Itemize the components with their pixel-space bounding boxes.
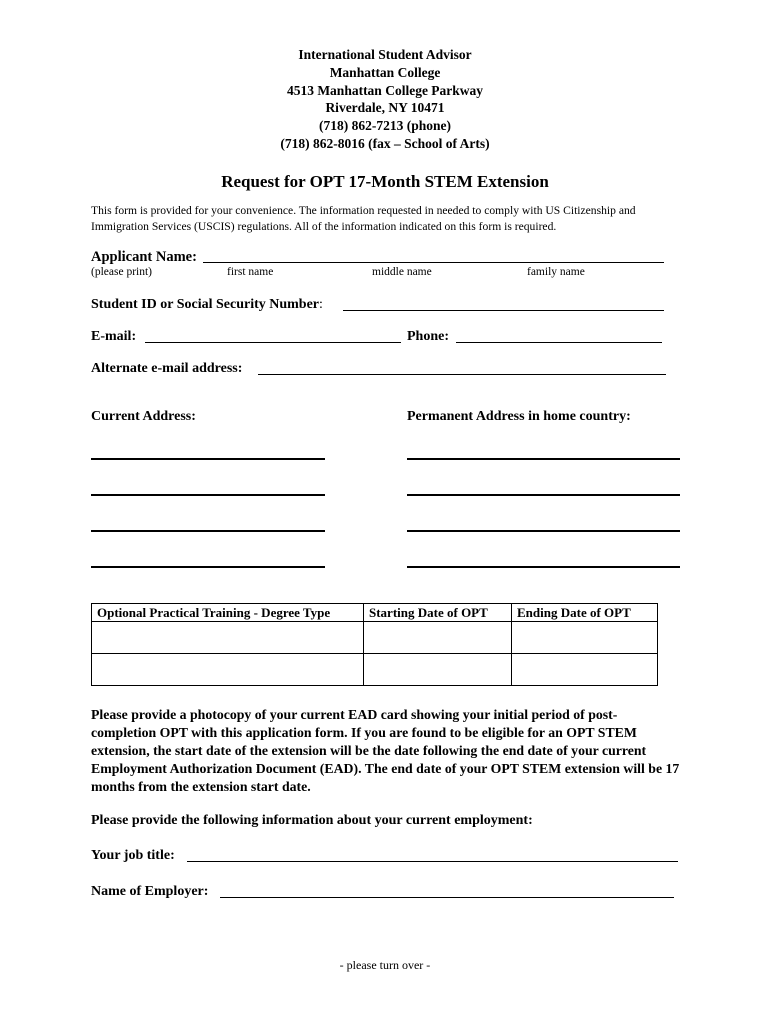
student-id-field[interactable] (343, 296, 664, 311)
degree-type-cell[interactable] (92, 654, 364, 686)
header-street: 4513 Manhattan College Parkway (286, 82, 484, 98)
office-header (0, 46, 770, 153)
opt-table (91, 603, 658, 686)
first-name-hint: first name (227, 266, 274, 278)
current-address-line-4[interactable] (91, 566, 325, 568)
job-title-label: Your job title: (91, 848, 175, 863)
table-row (92, 654, 658, 686)
permanent-address-line-1[interactable] (407, 458, 680, 460)
degree-type-cell[interactable] (92, 622, 364, 654)
table-row (92, 622, 658, 654)
current-address-line-3[interactable] (91, 530, 325, 532)
start-date-cell[interactable] (364, 654, 512, 686)
applicant-name-label: Applicant Name: (91, 249, 197, 265)
permanent-address-line-2[interactable] (407, 494, 680, 496)
alt-email-field[interactable] (258, 360, 666, 375)
permanent-address-line-4[interactable] (407, 566, 680, 568)
current-address-line-2[interactable] (91, 494, 325, 496)
employer-field[interactable] (220, 883, 674, 898)
applicant-name-field[interactable] (203, 248, 664, 263)
student-id-colon: : (319, 297, 323, 312)
ead-notice: Please provide a photocopy of your current EAD card showing your initial period of post-completion OPT with this application form. If you are found to be eligible for an OPT STEM extension, the start date of the extension will be the date following the end date of your current Employment Authorization Document (EAD). The end date of your OPT STEM extension will be 17 months from the extension start date. (91, 707, 680, 794)
end-date-header: Ending Date of OPT (512, 604, 658, 622)
alt-email-label: Alternate e-mail address: (91, 361, 243, 376)
permanent-address-label: Permanent Address in home country: (407, 409, 631, 424)
start-date-header: Starting Date of OPT (364, 604, 512, 622)
permanent-address-line-3[interactable] (407, 530, 680, 532)
employment-prompt: Please provide the following information about your current employment: (91, 813, 533, 828)
header-college: Manhattan College (329, 64, 441, 80)
email-field[interactable] (145, 328, 401, 343)
opt-table-header-row (92, 604, 658, 622)
current-address-line-1[interactable] (91, 458, 325, 460)
phone-field[interactable] (456, 328, 662, 343)
end-date-cell[interactable] (512, 654, 658, 686)
page-footer: - please turn over - (339, 958, 431, 972)
please-print-hint: (please print) (91, 266, 152, 278)
header-office: International Student Advisor (298, 47, 472, 62)
degree-type-header: Optional Practical Training - Degree Type (92, 604, 364, 622)
header-phone: (718) 862-7213 (phone) (319, 118, 451, 134)
header-city: Riverdale, NY 10471 (325, 100, 445, 116)
middle-name-hint: middle name (372, 266, 432, 278)
employer-label: Name of Employer: (91, 884, 209, 899)
form-title: Request for OPT 17-Month STEM Extension (221, 172, 549, 191)
email-label: E-mail: (91, 329, 137, 344)
start-date-cell[interactable] (364, 622, 512, 654)
current-address-label: Current Address: (91, 409, 196, 424)
student-id-label-text: Student ID or Social Security Number (91, 297, 320, 312)
job-title-field[interactable] (187, 847, 678, 862)
family-name-hint: family name (527, 266, 585, 278)
end-date-cell[interactable] (512, 622, 658, 654)
header-fax: (718) 862-8016 (fax – School of Arts) (280, 135, 490, 151)
student-id-label (91, 297, 323, 313)
phone-label: Phone: (407, 329, 449, 344)
form-intro: This form is provided for your convenience. The information requested in needed to comply with US Citizenship and Immigration Services (USCIS) regulations. All of the information indicated on this form is required. (91, 204, 636, 233)
